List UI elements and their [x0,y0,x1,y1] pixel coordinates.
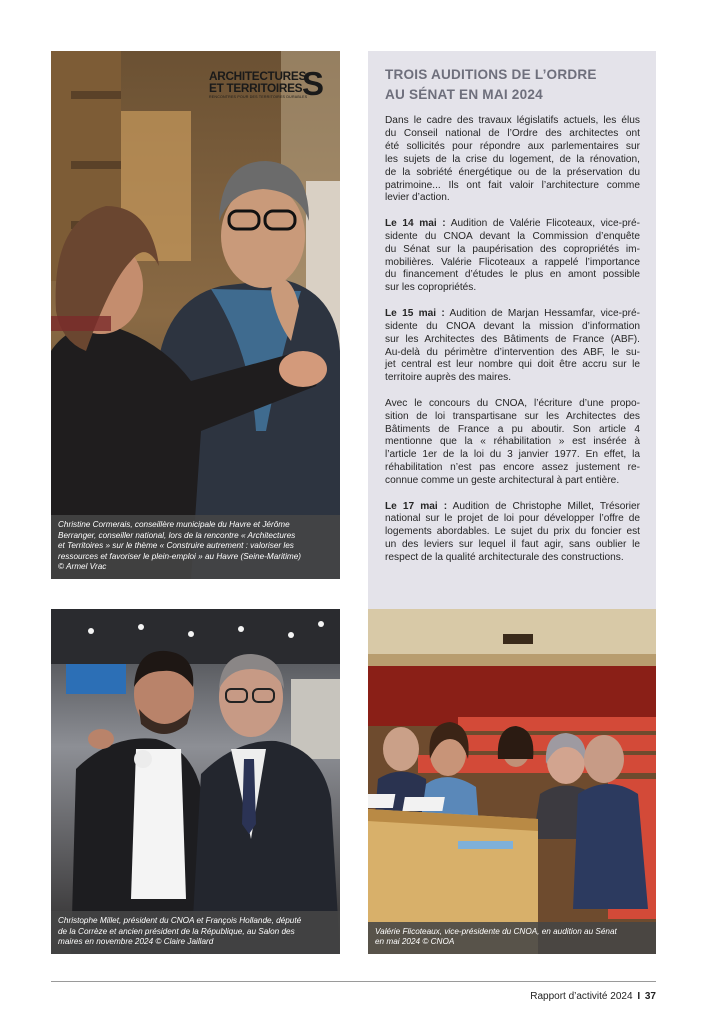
text-line: de la sobriété énergétique ou de la préservation du [385,166,640,178]
may-15-paragraph [385,308,640,385]
photo-caption-bottom-left [51,911,340,954]
intro-paragraph [385,115,640,205]
text-line: connue comme un geste architectural à part entière. [385,475,620,487]
text-line: mentionne que la « réhabilitation » est insérée à [385,436,640,448]
text-line: du Sénat sur la paupérisation des copropriétés im- [385,243,640,255]
text-line [385,501,640,514]
text-line: sidente du CNOA devant la Commission d’enquête [385,230,640,242]
text-line: Au-delà du périmètre d’intervention des ABF, le su- [385,346,640,358]
title-line: AU SÉNAT EN MAI 2024 [385,87,543,102]
senate-auditions-box [368,51,656,609]
text-fragment: Audition de Christophe Millet, Trésorier [452,500,640,512]
text-line: jet central est leur nombre qui doit être accru sur le [385,359,640,371]
text-line: national sur le projet de loi pour développer l’offre de [385,513,640,525]
caption-line: Christophe Millet, président du CNOA et François Hollande, député [58,916,302,926]
text-line: Dans le cadre des travaux législatifs actuels, les élus [385,115,640,126]
photo-caption-top-left [51,515,340,579]
photo-caption-bottom-right [368,922,656,954]
text-fragment: Audition de Marjan Hessamfar, vice-pré- [449,307,640,319]
text-fragment: Audition de Valérie Flicoteaux, vice-pré- [450,217,640,229]
photo-scene-salon [51,609,340,954]
title-line: TROIS AUDITIONS DE L’ORDRE [385,67,597,82]
caption-line: © Armel Vrac [58,562,107,572]
text-line: un des leviers sur lequel il faut agir, sans oublier le [385,539,640,551]
caption-line: Christine Cormerais, conseillère municipale du Havre et Jérôme [58,520,290,530]
date-label: Le 14 mai : [385,217,446,229]
logo-line-2: ET TERRITOIRES [209,81,303,95]
text-line: sidente du CNOA devant la mission d’information [385,320,640,332]
caption-line: de la Corrèze et ancien président de la République, au Salon des [58,926,295,936]
concours-paragraph [385,398,640,488]
text-line: mobilières. Valérie Flicoteaux a rappelé l’importance [385,256,640,268]
page-footer [530,991,656,1002]
text-line: levier d’action. [385,192,450,204]
photo-scene-workshop [51,51,340,579]
text-line: réhabilitation n’est pas encore assez justement re- [385,462,640,474]
photo-salon-des-maires [51,609,340,954]
architectures-territoires-logo [209,65,327,109]
text-line: sition de loi transpartisane sur les Architectes des [385,410,640,422]
footer-separator: I [637,991,641,1002]
logo-big-letter: S [302,65,325,102]
caption-line: maires en novembre 2024 © Claire Jaillard [58,937,214,947]
text-line: Bâtiments de France a pu aboutir. Son article 4 [385,423,640,435]
footer-label: Rapport d’activité 2024 [530,991,633,1002]
footer-divider [51,981,656,982]
date-label: Le 17 mai : [385,500,448,512]
text-line [385,218,640,231]
may-14-paragraph [385,218,640,295]
date-label: Le 15 mai : [385,307,445,319]
box-title [385,65,640,105]
photo-architectures-territoires [51,51,340,579]
caption-line: Berranger, conseiller national, lors de la rencontre « Architectures [58,530,296,540]
logo-tagline: RENCONTRES POUR DES TERRITOIRES DURABLES [209,95,308,99]
text-line: respect de la qualité architecturale des constructions. [385,552,624,564]
page-number: 37 [644,991,656,1002]
photo-scene-senate [368,609,656,954]
text-line: les sujets de la crise du logement, de la rénovation, [385,153,640,165]
text-line: patrimoine... Ils ont fait valoir l’architecture comme [385,179,640,191]
caption-line: et Territoires » sur le thème « Construire autrement : valoriser les [58,541,294,551]
caption-line: en mai 2024 © CNOA [375,937,455,947]
text-line: été sollicités pour répondre aux parlementaires sur [385,140,640,152]
text-line: du Conseil national de l’Ordre des architectes ont [385,127,640,139]
text-line: l’article 1er de la loi du 3 janvier 1977. En effet, la [385,449,640,461]
text-line: logements abordables. Le sujet du prix du foncier est [385,526,640,538]
logo-line-1: ARCHITECTURES [209,69,307,83]
may-17-paragraph [385,501,640,566]
text-line: du financement d’études le plus en amont possible [385,269,640,281]
caption-line: Valérie Flicoteaux, vice-présidente du CNOA, en audition au Sénat [375,926,617,936]
caption-line: ressources et favoriser le plein-emploi » au Havre (Seine-Maritime) [58,551,301,561]
text-line: territoire auprès des maires. [385,372,512,384]
photo-senate-audition [368,609,656,954]
text-line: Avec le concours du CNOA, l’écriture d’une propo- [385,397,640,409]
text-line: sur les copropriétés. [385,282,477,294]
text-line [385,308,640,321]
text-line: sur les Architectes des Bâtiments de France (ABF). [385,333,640,345]
